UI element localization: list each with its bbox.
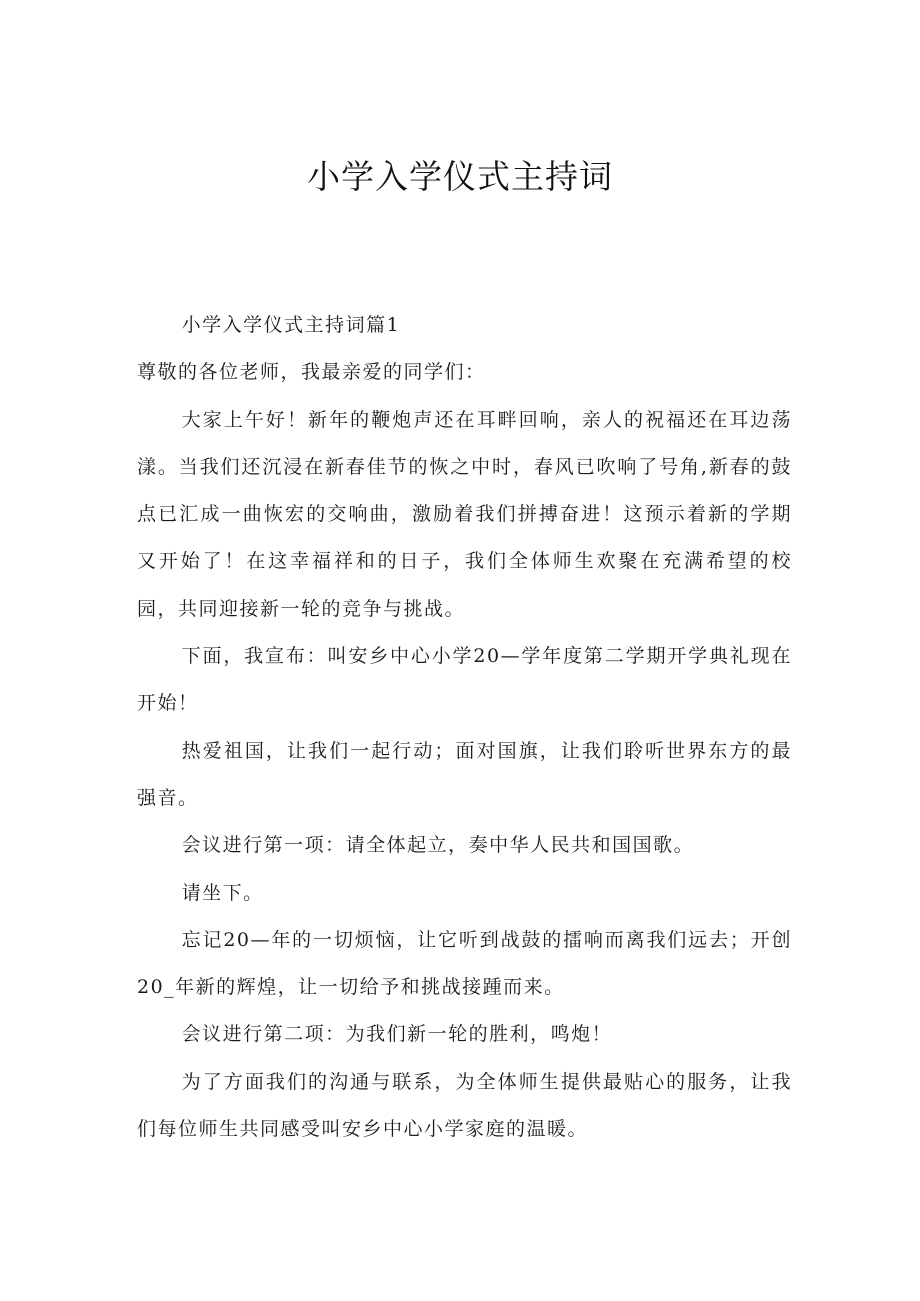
paragraph-new-year: 忘记20—年的一切烦恼，让它听到战鼓的擂响而离我们远去；开创20_年新的辉煌，让一切给予和挑战接踵而来。 — [137, 928, 792, 999]
paragraph-agenda-item-1: 会议进行第一项：请全体起立，奏中华人民共和国国歌。 — [181, 834, 695, 857]
section-heading: 小学入学仪式主持词篇1 — [181, 314, 401, 336]
paragraph-service: 为了方面我们的沟通与联系，为全体师生提供最贴心的服务，让我们每位师生共同感受叫安乡中心小学家庭的温暖。 — [137, 1070, 792, 1141]
document-body — [137, 302, 792, 1153]
paragraph-greeting: 大家上午好！新年的鞭炮声还在耳畔回响，亲人的祝福还在耳边荡漾。当我们还沉浸在新春佳节的恢之中时，春风已吹响了号角,新春的鼓点已汇成一曲恢宏的交响曲，激励着我们拼搏奋进！这预示着新的学期又开始了！在这幸福祥和的日子，我们全体师生欢聚在充满希望的校园，共同迎接新一轮的竞争与挑战。 — [137, 408, 792, 620]
paragraph-be-seated: 请坐下。 — [181, 881, 264, 904]
salutation: 尊敬的各位老师，我最亲爱的同学们： — [137, 361, 486, 384]
document-title: 小学入学仪式主持词 — [307, 157, 613, 196]
paragraph-agenda-item-2: 会议进行第二项：为我们新一轮的胜利，鸣炮！ — [181, 1023, 613, 1046]
paragraph-announcement: 下面，我宣布：叫安乡中心小学20—学年度第二学期开学典礼现在开始！ — [137, 645, 792, 715]
paragraph-patriotism: 热爱祖国，让我们一起行动；面对国旗，让我们聆听世界东方的最强音。 — [137, 739, 792, 809]
